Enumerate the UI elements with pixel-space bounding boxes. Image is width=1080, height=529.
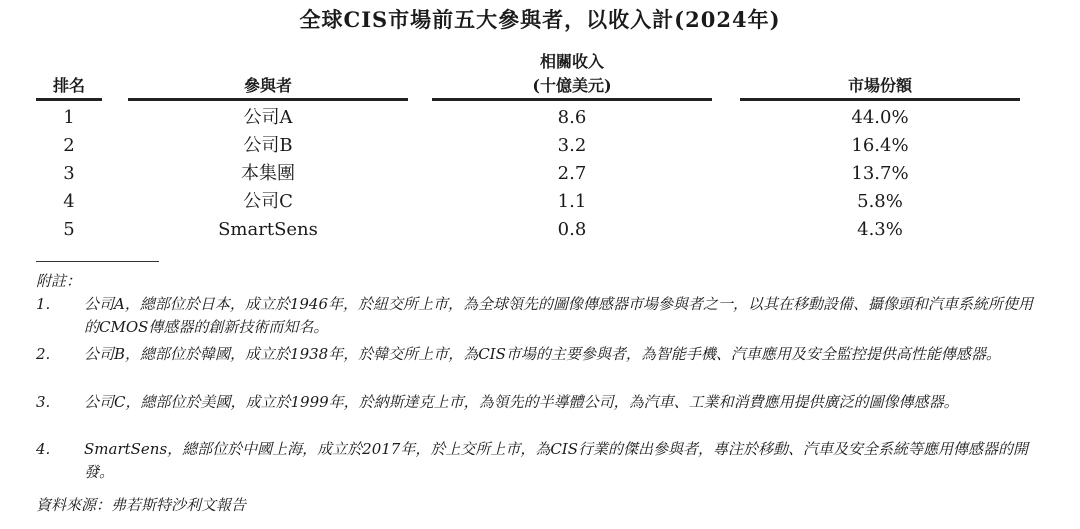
revenue-cell: 2.7 — [557, 163, 587, 184]
note-number: 4. — [36, 440, 51, 458]
rank-cell: 1 — [63, 107, 75, 128]
participant-cell: 公司A — [243, 107, 293, 128]
share-cell: 16.4% — [851, 135, 909, 156]
note-number: 1. — [36, 295, 51, 313]
participant-cell: 本集團 — [241, 163, 295, 184]
participant-cell: 公司B — [243, 135, 293, 156]
header-revenue-line2: (十億美元) — [532, 76, 612, 95]
share-cell: 44.0% — [851, 107, 909, 128]
notes-heading: 附註： — [36, 272, 82, 290]
revenue-cell: 8.6 — [557, 107, 587, 128]
header-participant: 參與者 — [243, 76, 292, 95]
note-text: 公司B，總部位於韓國，成立於1938年，於韓交所上市，為CIS市場的主要參與者，為智能手機、汽車應用及安全監控提供高性能傳感器。 — [84, 345, 1001, 363]
rank-cell: 2 — [63, 135, 75, 156]
note-text: SmartSens，總部位於中國上海，成立於2017年，於上交所上市，為CIS行業的傑出參與者，專注於移動、汽車及安全系統等應用傳感器的開發。 — [84, 440, 1029, 481]
header-share: 市場份額 — [847, 76, 912, 95]
source-note: 資料來源：弗若斯特沙利文報告 — [36, 496, 247, 514]
note-text: 公司A，總部位於日本，成立於1946年，於紐交所上市，為全球領先的圖像傳感器市場參與者之一，以其在移動設備、攝像頭和汽車系統所使用的CMOS傳感器的創新技術而知名。 — [84, 295, 1034, 336]
share-cell: 5.8% — [857, 191, 903, 212]
notes-divider — [36, 261, 159, 262]
header-revenue-line1: 相關收入 — [539, 52, 604, 71]
share-cell: 13.7% — [851, 163, 909, 184]
page-title: 全球CIS市場前五大參與者，以收入計(2024年) — [299, 7, 781, 32]
header-rule-rank — [36, 98, 102, 101]
header-rank: 排名 — [52, 76, 85, 95]
note-text: 公司C，總部位於美國，成立於1999年，於納斯達克上市，為領先的半導體公司，為汽車、工業和消費應用提供廣泛的圖像傳感器。 — [84, 393, 959, 411]
rank-cell: 4 — [63, 191, 75, 212]
rank-cell: 3 — [63, 163, 75, 184]
participant-cell: 公司C — [243, 191, 293, 212]
revenue-cell: 1.1 — [557, 191, 587, 212]
revenue-cell: 3.2 — [557, 135, 587, 156]
share-cell: 4.3% — [857, 219, 903, 240]
header-rule-participant — [128, 98, 408, 101]
revenue-cell: 0.8 — [557, 219, 587, 240]
header-rule-revenue — [432, 98, 712, 101]
note-number: 3. — [36, 393, 51, 411]
header-rule-share — [740, 98, 1020, 101]
note-number: 2. — [36, 345, 51, 363]
rank-cell: 5 — [63, 219, 75, 240]
participant-cell: SmartSens — [218, 219, 318, 240]
